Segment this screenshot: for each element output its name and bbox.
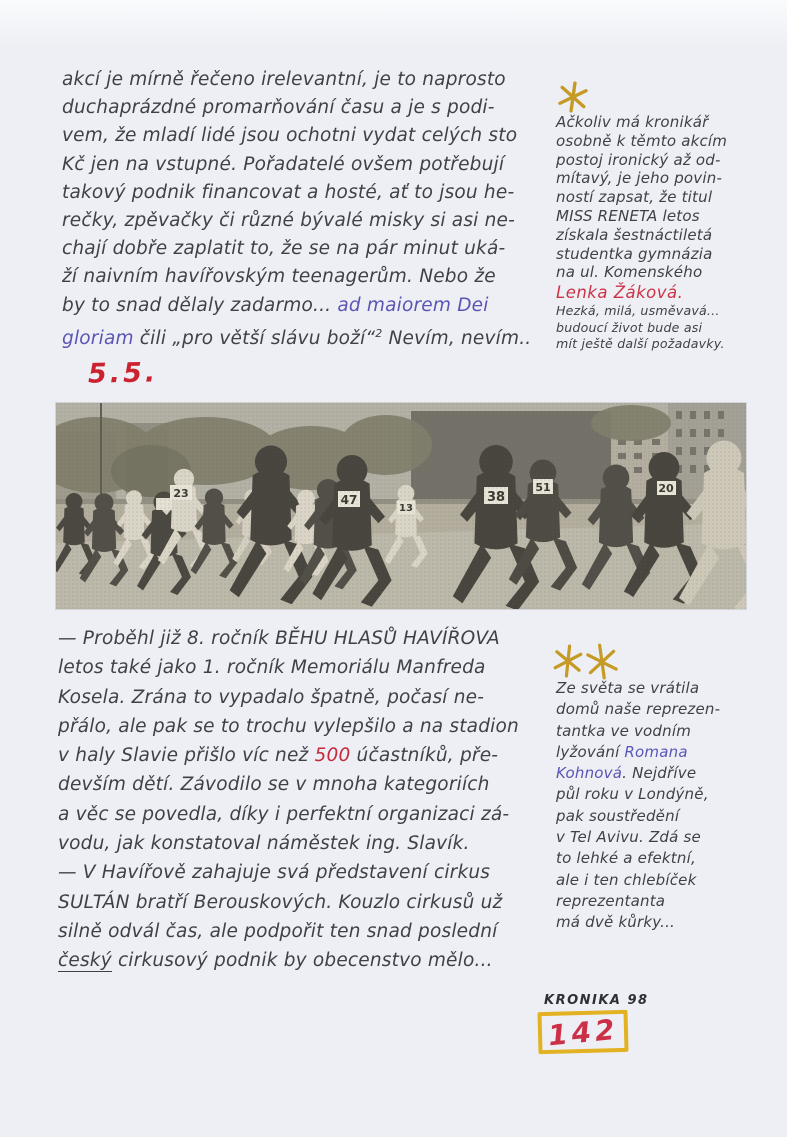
handwritten-line: ale i ten chlebíček — [556, 870, 697, 889]
highlighted-name: Lenka Žáková. — [556, 283, 684, 303]
handwritten-line: letos také jako 1. ročník Memoriálu Manfreda — [58, 657, 486, 679]
handwritten-line: vodu, jak konstatoval náměstek ing. Slavík. — [58, 833, 470, 855]
handwritten-line: vem, že mladí lidé jsou ochotni vydat celých sto — [62, 125, 518, 147]
handwritten-line: přálo, ale pak se to trochu vylepšilo a na stadion — [58, 715, 519, 737]
handwritten-line: mítavý, je jeho povin- — [556, 169, 723, 188]
handwritten-line: chají dobře zaplatit to, že se na pár minut uká- — [62, 238, 506, 260]
participant-count: 500 — [314, 745, 351, 767]
handwritten-line: silně odvál čas, ale podpořit ten snad poslední — [58, 920, 498, 942]
margin-note-kohnova — [556, 678, 784, 934]
line-segment: Nevím, nevím.. — [382, 327, 532, 349]
event-paragraphs — [58, 624, 563, 976]
bib-number: 51 — [535, 481, 551, 494]
handwritten-line: Ze světa se vrátila — [556, 679, 700, 697]
handwritten-line: tantka ve vodním — [556, 721, 692, 740]
handwritten-line — [556, 742, 784, 763]
latin-phrase: gloriam — [62, 327, 134, 349]
handwritten-line: půl roku v Londýně, — [556, 785, 709, 804]
handwritten-line: — V Havířově zahajuje svá představení cirkus — [58, 862, 491, 884]
handwritten-line: má dvě kůrky... — [556, 913, 676, 932]
handwritten-line: Ačkoliv má kronikář — [556, 113, 709, 131]
handwritten-line: studentka gymnázia — [556, 244, 713, 263]
handwritten-line — [58, 741, 563, 770]
line-segment: cirkusový podnik by obecenstvo mělo... — [111, 950, 493, 972]
chronicle-label: KRONIKA 98 — [544, 993, 649, 1008]
handwritten-line — [58, 946, 563, 975]
handwritten-line: Hezká, milá, usměvavá... — [556, 303, 720, 319]
handwritten-line: mít ještě další požadavky. — [556, 336, 725, 352]
handwritten-line: reprezentanta — [556, 891, 666, 910]
highlighted-name: Kohnová — [556, 764, 623, 783]
asterisk-icon — [556, 80, 590, 114]
handwritten-line: ží naivním havířovským teenagerům. Nebo že — [62, 266, 496, 288]
handwritten-line: SULTÁN bratří Berouskových. Kouzlo cirkusů už — [58, 891, 503, 913]
line-segment: účastníků, pře- — [350, 745, 499, 767]
race-photo — [56, 403, 746, 609]
handwritten-line: rečky, zpěvačky či různé bývalé misky si asi ne- — [62, 210, 515, 232]
handwritten-line: Kosela. Zrána to vypadalo špatně, počasí ne- — [58, 686, 485, 708]
handwritten-line: na ul. Komenského — [556, 263, 703, 282]
handwritten-line — [556, 763, 784, 784]
margin-note-miss-reneta — [556, 113, 784, 353]
line-segment: čili „pro větší slávu boží“ — [133, 327, 376, 349]
handwritten-line: v Tel Avivu. Zdá se — [556, 828, 701, 847]
handwritten-line: a věc se povedla, díky i perfektní organizaci zá- — [58, 803, 510, 825]
highlighted-name: Romana — [624, 742, 688, 761]
handwritten-line: budoucí život bude asi — [556, 319, 703, 335]
footnote-mark: 2 — [375, 326, 383, 340]
line-segment: by to snad dělaly zadarmo... — [62, 294, 338, 316]
handwritten-line: ností zapsat, že titul — [556, 188, 713, 207]
bib-number: 23 — [173, 487, 189, 500]
handwritten-line — [62, 292, 562, 320]
page-number-box — [537, 1010, 628, 1054]
main-paragraph — [62, 66, 562, 353]
line-segment: . Nejdříve — [622, 764, 697, 783]
handwritten-line: duchaprázdné promarňování času a je s podi- — [62, 97, 495, 119]
handwritten-line: osobně k těmto akcím — [556, 131, 728, 150]
bib-number: 13 — [399, 503, 413, 514]
handwritten-line: postoj ironický až od- — [556, 150, 721, 169]
line-segment: lyžování — [556, 742, 625, 761]
handwritten-line: to lehké a efektní, — [556, 849, 696, 868]
handwritten-line: devším dětí. Závodilo se v mnoha kategoriích — [58, 774, 490, 796]
double-asterisk-icon — [552, 642, 624, 680]
bib-number: 47 — [340, 493, 358, 507]
bib-number: 20 — [658, 482, 674, 495]
handwritten-line: získala šestnáctiletá — [556, 225, 713, 244]
underlined-word: český — [58, 950, 112, 972]
page-number: 142 — [546, 1012, 620, 1052]
handwritten-line: Kč jen na vstupné. Pořadatelé ovšem potřebují — [62, 153, 505, 175]
bib-number: 38 — [486, 490, 506, 505]
handwritten-line — [62, 320, 562, 353]
handwritten-line: takový podnik financovat a hosté, ať to jsou he- — [62, 181, 515, 203]
race-photo-illustration — [56, 403, 746, 609]
handwritten-line: akcí je mírně řečeno irelevantní, je to naprosto — [62, 69, 506, 90]
handwritten-line: MISS RENETA letos — [556, 206, 700, 225]
latin-phrase: ad maiorem Dei — [337, 294, 489, 316]
sepia-overlay — [56, 403, 746, 609]
date-label: 5.5. — [87, 357, 159, 390]
line-segment: v haly Slavie přišlo víc než — [58, 745, 315, 767]
handwritten-line: — Proběhl již 8. ročník BĚHU HLASŮ HAVÍŘOVA — [58, 628, 500, 649]
handwritten-line: domů naše reprezen- — [556, 700, 721, 719]
handwritten-line: pak soustředění — [556, 806, 680, 825]
